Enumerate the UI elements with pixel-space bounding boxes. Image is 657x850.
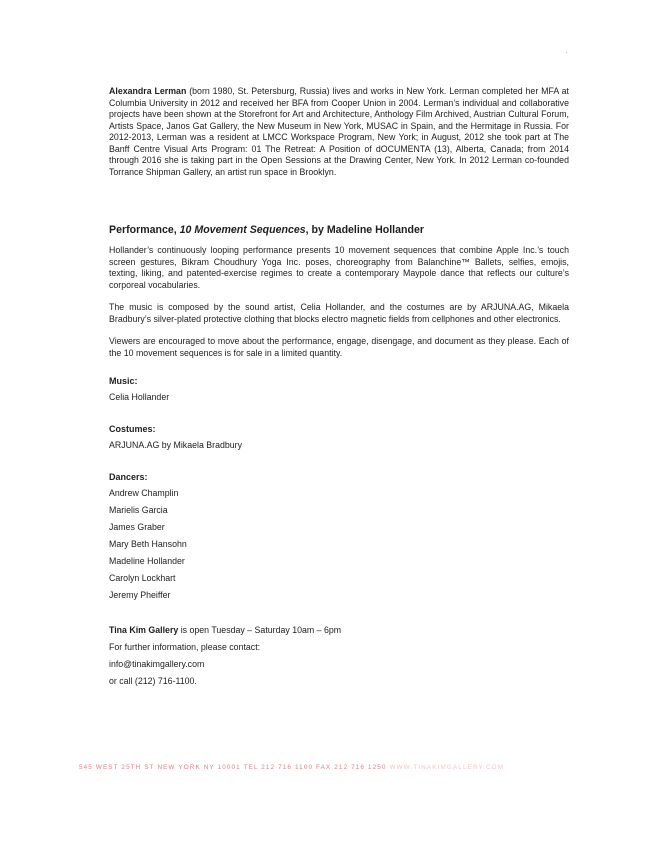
gallery-hours-text: is open Tuesday – Saturday 10am – 6pm [178, 625, 342, 635]
performance-heading [109, 224, 569, 237]
gallery-info [109, 622, 569, 690]
dancer-name: Carolyn Lockhart [109, 573, 176, 583]
costumes-value: ARJUNA.AG by Mikaela Bradbury [109, 440, 242, 450]
contact-line: For further information, please contact: [109, 642, 261, 652]
footer-address: 545 WEST 25TH ST NEW YORK NY 10001 TEL 212 716 1100 FAX 212 716 1250 [79, 764, 387, 771]
heading-prefix: Performance, [109, 224, 180, 236]
dancer-name: Madeline Hollander [109, 556, 185, 566]
dancers-list [109, 485, 569, 604]
gallery-name: Tina Kim Gallery [109, 625, 179, 635]
document-body [109, 86, 569, 690]
costumes-label: Costumes: [109, 424, 156, 434]
dancer-name: Marielis Garcia [109, 505, 168, 515]
dancer-name: James Graber [109, 522, 165, 532]
heading-suffix: , by Madeline Hollander [305, 224, 424, 236]
artist-name: Alexandra Lerman [109, 86, 187, 96]
heading-title: 10 Movement Sequences [179, 224, 306, 236]
dancers-label: Dancers: [109, 472, 148, 482]
contact-phone: or call (212) 716-1100. [109, 676, 197, 686]
performance-paragraph-3: Viewers are encouraged to move about the performance, engage, disengage, and document as they please. Each of the 10 movement sequences is for sale in a limited quantity. [109, 336, 569, 358]
performance-paragraph-1: Hollander’s continuously looping performance presents 10 movement sequences that combine Apple Inc.’s touch screen gestures, Bikram Choudhury Yoga Inc. poses, choreography from Balanchine™ Ballets, selfies, emojis, texting, liking, and patented-exercise regimes to create a contemporary Maypole dance that reflects our culture’s corporeal vocabularies. [109, 245, 569, 290]
artist-bio [109, 86, 569, 178]
artist-bio-text: (born 1980, St. Petersburg, Russia) lives and works in New York. Lerman completed her MFA at Columbia University in 2012 and received her BFA from Cooper Union in 2004. Lerman’s individual and collaborative projects have been shown at the Storefront for Art and Architecture, Anthology Film Archived, Austrian Cultural Forum, Artists Space, Janos Gat Gallery, the New Museum in New York, MUSAC in Spain, and the Hermitage in Russia. For 2012-2013, Lerman was a resident at LMCC Workspace Program, New York; in August, 2012 she took part at The Banff Centre Visual Arts Program: 01 The Retreat: A Position of dOCUMENTA (13), Alberta, Canada; from 2014 through 2016 she is taking part in the Open Sessions at the Drawing Center, New York. In 2012 Lerman co-founded Torrance Shipman Gallery, an artist run space in Brooklyn. [109, 86, 570, 177]
performance-paragraph-2: The music is composed by the sound artist, Celia Hollander, and the costumes are by ARJUNA.AG, Mikaela Bradbury’s silver-plated protective clothing that blocks electro magnetic fields from cellphones and other electronics. [109, 302, 569, 324]
music-value: Celia Hollander [109, 392, 170, 402]
scan-speck [566, 52, 567, 53]
letterhead-footer [79, 764, 579, 771]
dancer-name: Jeremy Pheiffer [109, 590, 171, 600]
dancer-name: Mary Beth Hansohn [109, 539, 187, 549]
footer-website: WWW.TINAKIMGALLERY.COM [386, 764, 505, 771]
music-credit [109, 376, 569, 403]
music-label: Music: [109, 376, 138, 386]
gallery-hours [109, 622, 569, 639]
dancers-credit [109, 472, 569, 604]
contact-email[interactable]: info@tinakimgallery.com [109, 659, 205, 669]
dancer-name: Andrew Champlin [109, 488, 179, 498]
costumes-credit [109, 424, 569, 451]
